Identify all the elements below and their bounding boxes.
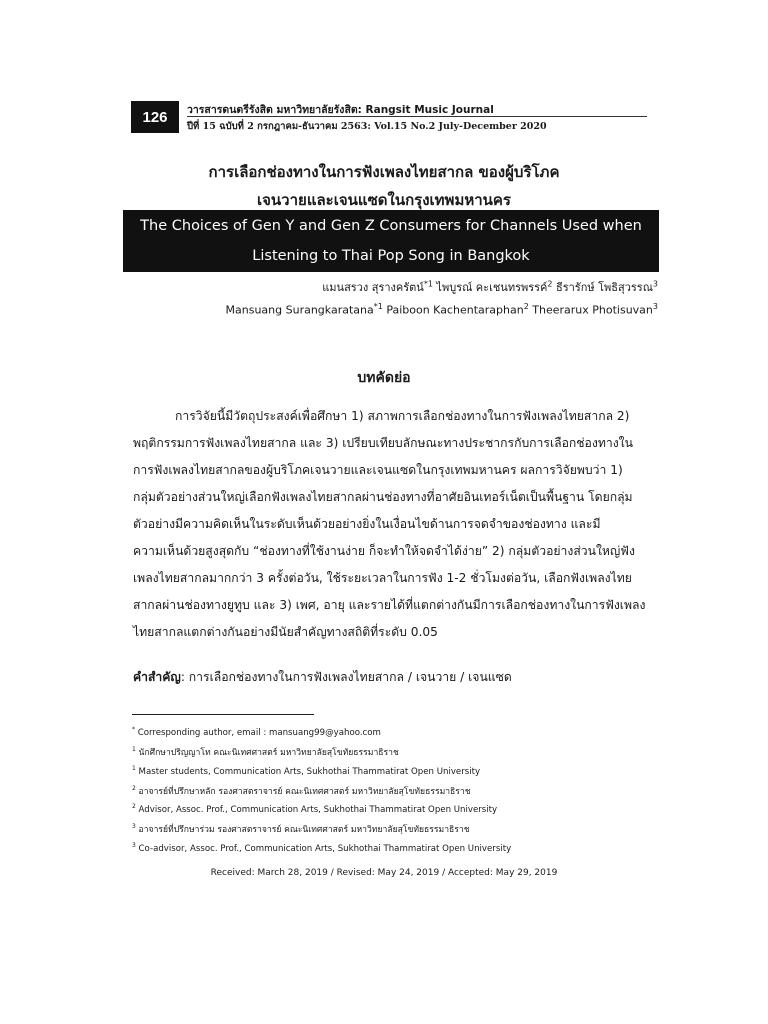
- keywords-label: คำสำคัญ: [133, 670, 181, 684]
- author-1-mark: *1: [423, 279, 433, 289]
- footnote-mark: 1: [132, 746, 136, 754]
- author-2-thai: ไพบูรณ์ คะเชนทรพรรค์: [432, 281, 548, 294]
- journal-name: วารสารดนตรีรังสิต มหาวิทยาลัยรังสิต: Rangsit Music Journal: [187, 104, 494, 116]
- author-3-mark-en: 3: [652, 302, 658, 311]
- footnote-mark: 2: [132, 803, 136, 810]
- footnote-text: Advisor, Assoc. Prof., Communication Arts, Sukhothai Thammatirat Open University: [135, 804, 498, 815]
- keywords: [133, 668, 512, 687]
- authors-english: [226, 302, 658, 317]
- author-1-mark-en: *1: [373, 302, 383, 311]
- page-number-box: [131, 101, 179, 133]
- footnote: [132, 822, 470, 836]
- author-1-thai: แมนสรวง สุรางครัตน์: [322, 281, 424, 294]
- page-number: 126: [142, 108, 168, 126]
- footnote: [132, 745, 399, 759]
- author-3-thai: ธีรารักษ์ โพธิสุวรรณ: [552, 281, 653, 294]
- author-2-english: Paiboon Kachentaraphan: [382, 303, 524, 317]
- english-title-line2: Listening to Thai Pop Song in Bangkok: [252, 248, 530, 264]
- keywords-text: : การเลือกช่องทางในการฟังเพลงไทยสากล / เจนวาย / เจนแซด: [180, 670, 512, 684]
- journal-issue: ปีที่ 15 ฉบับที่ 2 กรกฎาคม-ธันวาคม 2563: Vol.15 No.2 July-December 2020: [187, 121, 547, 132]
- footnote-text: อาจารย์ที่ปรึกษาร่วม รองศาสตราจารย์ คณะนิเทศศาสตร์ มหาวิทยาลัยสุโขทัยธรรมาธิราช: [135, 825, 470, 835]
- abstract-line: ความเห็นด้วยสูงสุดกับ “ช่องทางที่ใช้งานง่าย ก็จะทำให้จดจำได้ง่าย” 2) กลุ่มตัวอย่างส่วนใหญ่ฟัง: [133, 544, 635, 558]
- footnote: [132, 726, 381, 738]
- abstract-line: เพลงไทยสากลมากกว่า 3 ครั้งต่อวัน, ใช้ระยะเวลาในการฟัง 1-2 ชั่วโมงต่อวัน, เลือกฟังเพลงไทย: [133, 571, 632, 585]
- footnote-text: อาจารย์ที่ปรึกษาหลัก รองศาสตราจารย์ คณะนิเทศศาสตร์ มหาวิทยาลัยสุโขทัยธรรมาธิราช: [135, 787, 471, 797]
- abstract-heading: บทคัดย่อ: [357, 370, 411, 386]
- abstract-line: สากลผ่านช่องทางยูทูบ และ 3) เพศ, อายุ และรายได้ที่แตกต่างกันมีการเลือกช่องทางในการฟังเพลง: [133, 598, 646, 612]
- footnote: [132, 784, 471, 798]
- authors-thai: [322, 278, 658, 296]
- footnote-mark: 3: [132, 823, 136, 831]
- abstract-line: การฟังเพลงไทยสากลของผู้บริโภคเจนวายและเจนแซดในกรุงเทพมหานคร ผลการวิจัยพบว่า 1): [133, 463, 623, 477]
- footnote-text: Master students, Communication Arts, Sukhothai Thammatirat Open University: [135, 766, 481, 777]
- abstract-line: พฤติกรรมการฟังเพลงไทยสากล และ 3) เปรียบเทียบลักษณะทางประชากรกับการเลือกช่องทางใน: [133, 436, 633, 450]
- footnote-mark: 3: [132, 842, 136, 849]
- abstract-line: ตัวอย่างมีความคิดเห็นในระดับเห็นด้วยอย่างยิ่งในเงื่อนไขด้านการจดจำของช่องทาง และมี: [133, 517, 601, 531]
- footnote-rule: [132, 714, 314, 715]
- footnote-mark: *: [132, 726, 135, 733]
- footnote: [132, 765, 480, 777]
- footnote-mark: 1: [132, 765, 136, 772]
- author-2-mark: 2: [547, 279, 553, 289]
- footnote: [132, 803, 497, 815]
- abstract-line: การวิจัยนี้มีวัตถุประสงค์เพื่อศึกษา 1) สภาพการเลือกช่องทางในการฟังเพลงไทยสากล 2): [175, 409, 630, 423]
- thai-title-line2: เจนวายและเจนแซดในกรุงเทพมหานคร: [257, 191, 511, 209]
- thai-title-line1: การเลือกช่องทางในการฟังเพลงไทยสากล ของผู้บริโภค: [208, 163, 560, 181]
- author-3-english: Theerarux Photisuvan: [528, 303, 653, 317]
- abstract-line: ไทยสากลแตกต่างกันอย่างมีนัยสำคัญทางสถิติที่ระดับ 0.05: [133, 625, 438, 639]
- english-title-line1: The Choices of Gen Y and Gen Z Consumers for Channels Used when: [140, 218, 642, 234]
- submission-dates: Received: March 28, 2019 / Revised: May 24, 2019 / Accepted: May 29, 2019: [210, 868, 558, 878]
- author-3-mark: 3: [652, 279, 658, 289]
- footnote-mark: 2: [132, 785, 136, 793]
- footnote-text: Co-advisor, Assoc. Prof., Communication Arts, Sukhothai Thammatirat Open University: [135, 843, 512, 854]
- header-rule: [187, 116, 647, 117]
- abstract-line: กลุ่มตัวอย่างส่วนใหญ่เลือกฟังเพลงไทยสากลผ่านช่องทางที่อาศัยอินเทอร์เน็ตเป็นพื้นฐาน โดยกลุ่ม: [133, 490, 633, 504]
- author-1-english: Mansuang Surangkaratana: [225, 303, 374, 317]
- author-2-mark-en: 2: [523, 302, 529, 311]
- footnote-text: นักศึกษาปริญญาโท คณะนิเทศศาสตร์ มหาวิทยาลัยสุโขทัยธรรมาธิราช: [135, 748, 399, 758]
- footnote: [132, 842, 511, 854]
- footnote-text: Corresponding author, email : mansuang99@yahoo.com: [135, 727, 381, 738]
